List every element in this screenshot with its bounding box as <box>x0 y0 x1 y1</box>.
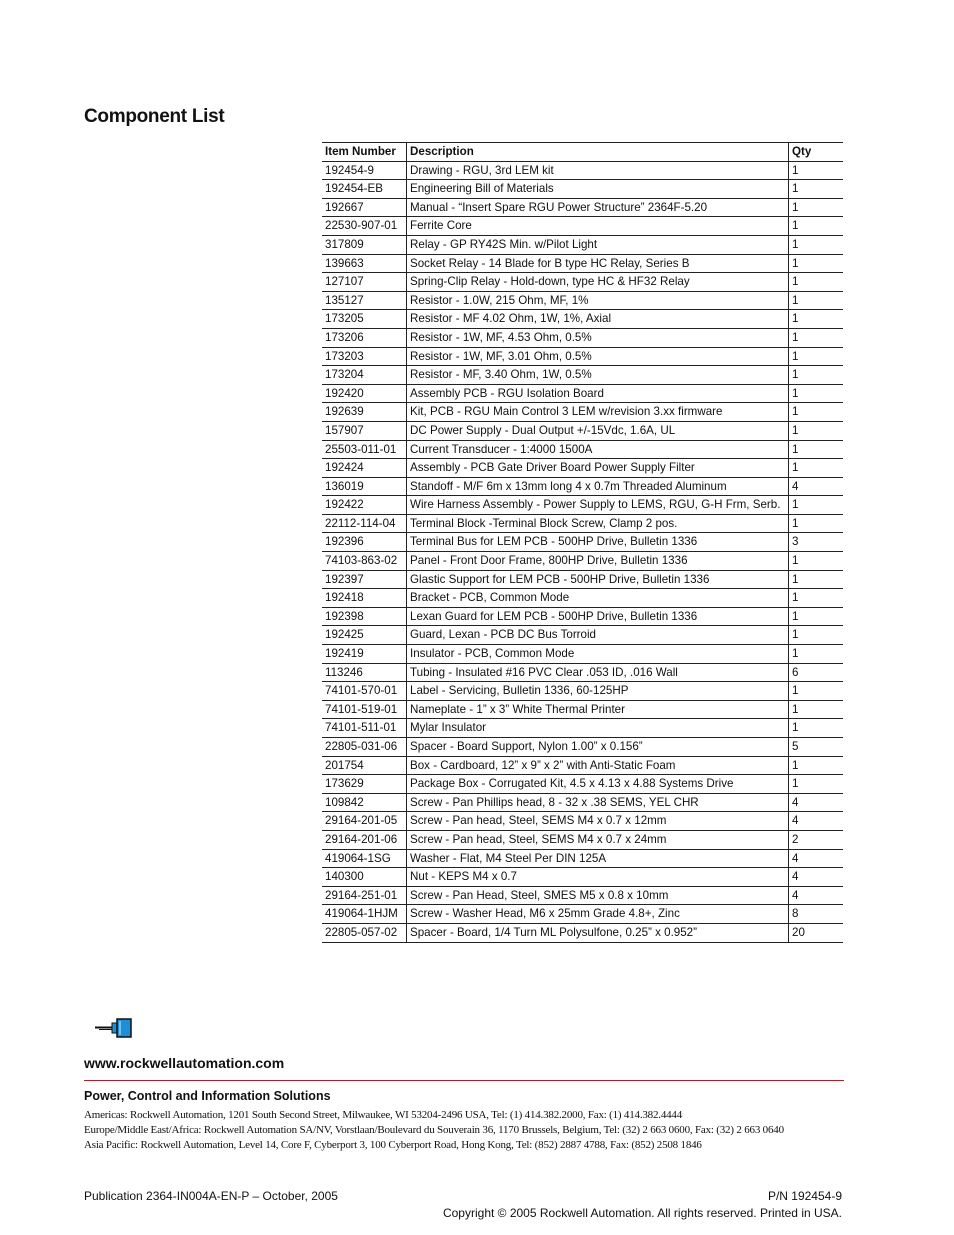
cell-item-number: 25503-011-01 <box>322 440 407 459</box>
table-row <box>322 923 843 942</box>
cell-item-number: 135127 <box>322 291 407 310</box>
cell-item-number: 157907 <box>322 421 407 440</box>
cell-description: Assembly PCB - RGU Isolation Board <box>407 384 789 403</box>
table-row <box>322 161 843 180</box>
cell-qty: 8 <box>789 905 844 924</box>
address-asia-pacific: Asia Pacific: Rockwell Automation, Level 14, Core F, Cyberport 3, 100 Cyberport Road, Hong Kong, Tel: (852) 2887 4788, Fax: (852) 2508 1846 <box>84 1139 702 1151</box>
cell-item-number: 192667 <box>322 198 407 217</box>
cell-description: Mylar Insulator <box>407 719 789 738</box>
cell-item-number: 22530-907-01 <box>322 217 407 236</box>
table-row <box>322 905 843 924</box>
cell-qty: 1 <box>789 366 844 385</box>
cell-item-number: 192639 <box>322 403 407 422</box>
table-row <box>322 719 843 738</box>
table-row <box>322 533 843 552</box>
cell-item-number: 29164-251-01 <box>322 886 407 905</box>
cell-description: Terminal Bus for LEM PCB - 500HP Drive, Bulletin 1336 <box>407 533 789 552</box>
table-header-row <box>322 143 843 162</box>
cell-qty: 4 <box>789 812 844 831</box>
table-row <box>322 217 843 236</box>
table-row <box>322 626 843 645</box>
cell-item-number: 419064-1SG <box>322 849 407 868</box>
cell-qty: 1 <box>789 235 844 254</box>
cell-item-number: 192418 <box>322 589 407 608</box>
table-row <box>322 700 843 719</box>
cell-item-number: 173204 <box>322 366 407 385</box>
table-row <box>322 403 843 422</box>
cell-description: Assembly - PCB Gate Driver Board Power Supply Filter <box>407 459 789 478</box>
part-number: P/N 192454-9 <box>767 1189 842 1203</box>
cell-description: Resistor - 1W, MF, 3.01 Ohm, 0.5% <box>407 347 789 366</box>
cell-description: Ferrite Core <box>407 217 789 236</box>
cell-item-number: 22805-057-02 <box>322 923 407 942</box>
table-row <box>322 663 843 682</box>
cell-qty: 1 <box>789 756 844 775</box>
table-row <box>322 421 843 440</box>
cell-item-number: 74103-863-02 <box>322 552 407 571</box>
cell-item-number: 192454-EB <box>322 180 407 199</box>
cell-item-number: 140300 <box>322 868 407 887</box>
cell-item-number: 74101-570-01 <box>322 682 407 701</box>
cell-qty: 4 <box>789 868 844 887</box>
cell-qty: 4 <box>789 886 844 905</box>
cell-description: Kit, PCB - RGU Main Control 3 LEM w/revision 3.xx firmware <box>407 403 789 422</box>
cell-item-number: 192419 <box>322 645 407 664</box>
cell-description: Label - Servicing, Bulletin 1336, 60-125HP <box>407 682 789 701</box>
cell-item-number: 173206 <box>322 328 407 347</box>
cell-description: Screw - Pan head, Steel, SEMS M4 x 0.7 x 12mm <box>407 812 789 831</box>
cell-description: Socket Relay - 14 Blade for B type HC Relay, Series B <box>407 254 789 273</box>
cell-description: Nameplate - 1” x 3” White Thermal Printer <box>407 700 789 719</box>
cell-item-number: 109842 <box>322 793 407 812</box>
cell-description: Spring-Clip Relay - Hold-down, type HC & HF32 Relay <box>407 273 789 292</box>
table-row <box>322 552 843 571</box>
cell-qty: 1 <box>789 403 844 422</box>
cell-qty: 1 <box>789 254 844 273</box>
cell-qty: 1 <box>789 273 844 292</box>
cell-qty: 1 <box>789 459 844 478</box>
cell-qty: 1 <box>789 291 844 310</box>
cell-qty: 5 <box>789 738 844 757</box>
cell-description: Tubing - Insulated #16 PVC Clear .053 ID, .016 Wall <box>407 663 789 682</box>
cell-description: Spacer - Board, 1/4 Turn ML Polysulfone, 0.25” x 0.952” <box>407 923 789 942</box>
cell-description: Wire Harness Assembly - Power Supply to LEMS, RGU, G-H Frm, Serb. <box>407 496 789 515</box>
cell-description: Terminal Block -Terminal Block Screw, Clamp 2 pos. <box>407 514 789 533</box>
table-row <box>322 273 843 292</box>
cell-description: Relay - GP RY42S Min. w/Pilot Light <box>407 235 789 254</box>
table-row <box>322 440 843 459</box>
cell-qty: 1 <box>789 700 844 719</box>
cell-qty: 1 <box>789 421 844 440</box>
table-row <box>322 235 843 254</box>
cell-item-number: 29164-201-06 <box>322 830 407 849</box>
table-row <box>322 756 843 775</box>
table-row <box>322 775 843 794</box>
cell-qty: 1 <box>789 589 844 608</box>
cell-item-number: 127107 <box>322 273 407 292</box>
table-row <box>322 198 843 217</box>
cell-item-number: 173203 <box>322 347 407 366</box>
table-row <box>322 514 843 533</box>
cell-qty: 1 <box>789 384 844 403</box>
cell-description: Screw - Washer Head, M6 x 25mm Grade 4.8+, Zinc <box>407 905 789 924</box>
cell-item-number: 139663 <box>322 254 407 273</box>
cell-qty: 1 <box>789 217 844 236</box>
table-row <box>322 868 843 887</box>
table-row <box>322 384 843 403</box>
cell-qty: 6 <box>789 663 844 682</box>
cell-qty: 4 <box>789 477 844 496</box>
cell-item-number: 201754 <box>322 756 407 775</box>
cell-qty: 1 <box>789 626 844 645</box>
cell-description: DC Power Supply - Dual Output +/-15Vdc, 1.6A, UL <box>407 421 789 440</box>
cell-item-number: 192420 <box>322 384 407 403</box>
cell-qty: 1 <box>789 496 844 515</box>
cell-description: Bracket - PCB, Common Mode <box>407 589 789 608</box>
cell-item-number: 317809 <box>322 235 407 254</box>
cell-qty: 1 <box>789 775 844 794</box>
cell-description: Lexan Guard for LEM PCB - 500HP Drive, Bulletin 1336 <box>407 607 789 626</box>
cell-item-number: 74101-519-01 <box>322 700 407 719</box>
table-row <box>322 291 843 310</box>
table-row <box>322 477 843 496</box>
cell-qty: 1 <box>789 682 844 701</box>
cell-qty: 1 <box>789 347 844 366</box>
column-header-qty: Qty <box>789 143 844 162</box>
cell-description: Package Box - Corrugated Kit, 4.5 x 4.13 x 4.88 Systems Drive <box>407 775 789 794</box>
cell-description: Standoff - M/F 6m x 13mm long 4 x 0.7m Threaded Aluminum <box>407 477 789 496</box>
cell-description: Glastic Support for LEM PCB - 500HP Drive, Bulletin 1336 <box>407 570 789 589</box>
cell-qty: 1 <box>789 440 844 459</box>
publication-number: Publication 2364-IN004A-EN-P – October, 2005 <box>84 1189 338 1203</box>
table-row <box>322 180 843 199</box>
table-row <box>322 682 843 701</box>
cell-qty: 1 <box>789 607 844 626</box>
cell-qty: 1 <box>789 514 844 533</box>
website-url: www.rockwellautomation.com <box>84 1055 285 1071</box>
cell-qty: 4 <box>789 793 844 812</box>
table-row <box>322 347 843 366</box>
cell-description: Screw - Pan Head, Steel, SMES M5 x 0.8 x 10mm <box>407 886 789 905</box>
table-row <box>322 607 843 626</box>
table-body <box>322 161 843 942</box>
table-row <box>322 812 843 831</box>
table-row <box>322 254 843 273</box>
cell-item-number: 192398 <box>322 607 407 626</box>
table-row <box>322 589 843 608</box>
cell-qty: 3 <box>789 533 844 552</box>
cell-qty: 1 <box>789 552 844 571</box>
table-row <box>322 645 843 664</box>
table-row <box>322 366 843 385</box>
cell-description: Resistor - 1.0W, 215 Ohm, MF, 1% <box>407 291 789 310</box>
component-table <box>322 142 843 943</box>
cell-qty: 2 <box>789 830 844 849</box>
cell-description: Panel - Front Door Frame, 800HP Drive, Bulletin 1336 <box>407 552 789 571</box>
cell-item-number: 113246 <box>322 663 407 682</box>
cell-item-number: 29164-201-05 <box>322 812 407 831</box>
table-row <box>322 310 843 329</box>
cell-description: Box - Cardboard, 12” x 9” x 2” with Anti-Static Foam <box>407 756 789 775</box>
cell-item-number: 192397 <box>322 570 407 589</box>
cell-description: Screw - Pan Phillips head, 8 - 32 x .38 SEMS, YEL CHR <box>407 793 789 812</box>
cell-item-number: 22805-031-06 <box>322 738 407 757</box>
table-row <box>322 793 843 812</box>
cell-qty: 1 <box>789 180 844 199</box>
cell-item-number: 173205 <box>322 310 407 329</box>
column-header-description: Description <box>407 143 789 162</box>
page-title: Component List <box>84 106 225 127</box>
cell-qty: 1 <box>789 719 844 738</box>
cell-item-number: 22112-114-04 <box>322 514 407 533</box>
cell-qty: 1 <box>789 198 844 217</box>
copyright-notice: Copyright © 2005 Rockwell Automation. All rights reserved. Printed in USA. <box>442 1206 842 1220</box>
cell-item-number: 192422 <box>322 496 407 515</box>
cell-description: Screw - Pan head, Steel, SEMS M4 x 0.7 x 24mm <box>407 830 789 849</box>
cell-item-number: 192424 <box>322 459 407 478</box>
table-row <box>322 886 843 905</box>
table-row <box>322 328 843 347</box>
cell-item-number: 192396 <box>322 533 407 552</box>
cell-description: Engineering Bill of Materials <box>407 180 789 199</box>
cell-qty: 4 <box>789 849 844 868</box>
pushpin-icon <box>93 1016 135 1040</box>
cell-item-number: 173629 <box>322 775 407 794</box>
cell-description: Spacer - Board Support, Nylon 1.00” x 0.156” <box>407 738 789 757</box>
table-row <box>322 570 843 589</box>
cell-description: Current Transducer - 1:4000 1500A <box>407 440 789 459</box>
cell-item-number: 192454-9 <box>322 161 407 180</box>
cell-description: Washer - Flat, M4 Steel Per DIN 125A <box>407 849 789 868</box>
table-row <box>322 738 843 757</box>
cell-qty: 1 <box>789 310 844 329</box>
cell-qty: 1 <box>789 328 844 347</box>
company-slogan: Power, Control and Information Solutions <box>84 1089 331 1103</box>
address-americas: Americas: Rockwell Automation, 1201 South Second Street, Milwaukee, WI 53204-2496 USA, Tel: (1) 414.382.2000, Fax: (1) 414.382.4444 <box>84 1109 683 1121</box>
address-emea: Europe/Middle East/Africa: Rockwell Automation SA/NV, Vorstlaan/Boulevard du Souverain 36, 1170 Brussels, Belgium, Tel: (32) 2 663 0600, Fax: (32) 2 663 0640 <box>84 1124 784 1136</box>
table-row <box>322 459 843 478</box>
cell-item-number: 419064-1HJM <box>322 905 407 924</box>
cell-qty: 1 <box>789 161 844 180</box>
cell-qty: 20 <box>789 923 844 942</box>
cell-description: Drawing - RGU, 3rd LEM kit <box>407 161 789 180</box>
divider-line <box>84 1080 844 1081</box>
cell-item-number: 74101-511-01 <box>322 719 407 738</box>
cell-item-number: 136019 <box>322 477 407 496</box>
cell-item-number: 192425 <box>322 626 407 645</box>
column-header-item-number: Item Number <box>322 143 407 162</box>
table-row <box>322 849 843 868</box>
cell-qty: 1 <box>789 570 844 589</box>
cell-qty: 1 <box>789 645 844 664</box>
cell-description: Insulator - PCB, Common Mode <box>407 645 789 664</box>
cell-description: Resistor - 1W, MF, 4.53 Ohm, 0.5% <box>407 328 789 347</box>
table-row <box>322 830 843 849</box>
cell-description: Nut - KEPS M4 x 0.7 <box>407 868 789 887</box>
cell-description: Resistor - MF, 3.40 Ohm, 1W, 0.5% <box>407 366 789 385</box>
cell-description: Guard, Lexan - PCB DC Bus Torroid <box>407 626 789 645</box>
cell-description: Manual - “Insert Spare RGU Power Structure” 2364F-5.20 <box>407 198 789 217</box>
cell-description: Resistor - MF 4.02 Ohm, 1W, 1%, Axial <box>407 310 789 329</box>
table-row <box>322 496 843 515</box>
